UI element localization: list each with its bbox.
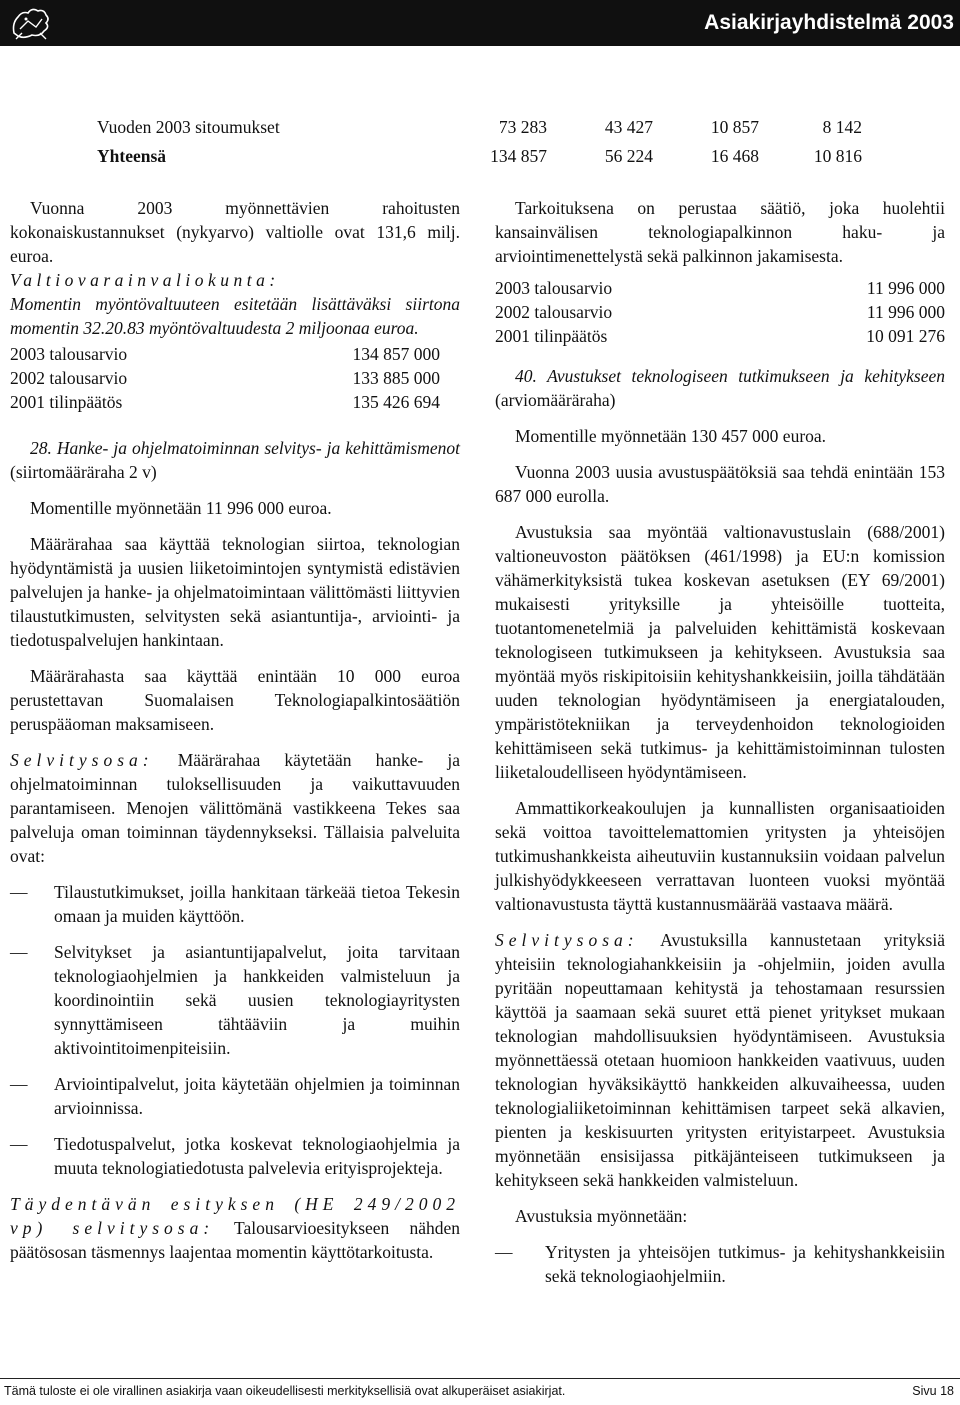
list-item: — Tiedotuspalvelut, jotka koskevat teknologiaohjelmia ja muuta teknologiatiedotusta palvelevia erityisprojekteja. [10,1134,460,1178]
budget-table [495,276,945,348]
paragraph: Vuonna 2003 uusia avustuspäätöksiä saa tehdä enintään 153 687 000 eurolla. [495,462,945,506]
table-cell: 73 283 [498,117,547,137]
paragraph: Tarkoituksena on perustaa säätiö, joka huolehtii kansainvälisen teknologiapalkinnon haku- ja arviointimenettelystä sekä palkinnon jakamisesta. [495,198,945,266]
lion-coat-of-arms-icon [6,3,56,43]
footer-divider [0,1378,960,1379]
list-item: — Yritysten ja yhteisöjen tutkimus- ja kehityshankkeisiin sekä teknologiaohjelmiin. [495,1242,945,1286]
section-heading: 28. Hanke- ja ohjelmatoiminnan selvitys- ja kehittämismenot (siirtomääräraha 2 v) [10,438,460,482]
paragraph: Momentille myönnetään 130 457 000 euroa. [515,426,827,446]
right-column [495,196,945,1300]
table-cell: 10 816 [813,146,862,166]
paragraph: Määrärahasta saa käyttää enintään 10 000 euroa perustettavan Suomalaisen Teknologiapalkintosäätiön peruspääoman maksamiseen. [10,666,460,734]
paragraph: Vuonna 2003 myönnettävien rahoitusten kokonaiskustannukset (nykyarvo) valtiolle ovat 131,6 milj. euroa. [10,198,460,266]
table-cell: 43 427 [604,117,653,137]
budget-row: 2001 tilinpäätös 10 091 276 [495,326,945,346]
table-cell: 10 857 [710,117,759,137]
table-cell: 8 142 [822,117,862,137]
paragraph: Valtiovarainvaliokunta: Momentin myöntövaltuuteen esitetään lisättäväksi siirtona momentin 32.20.83 myöntövaltuudesta 2 miljoonaa euroa. [10,270,460,338]
row-label: Yhteensä [97,146,167,166]
section-heading: 40. Avustukset teknologiseen tutkimukseen ja kehitykseen (arviomääräraha) [495,366,945,410]
table-row [97,144,867,168]
paragraph: Selvitysosa: Määrärahaa käytetään hanke- ja ohjelmatoiminnan tuloksellisuuden ja vaikuttavuuden parantamiseen. Menojen välittömänä vastikkeena Tekes saa palveluja oman toiminnan täydennykseksi. Tällaisia palveluita ovat: [10,750,460,866]
list-item: — Arviointipalvelut, joita käytetään ohjelmien ja toiminnan arvioinnissa. [10,1074,460,1118]
page-header [0,0,960,46]
budget-row: 2001 tilinpäätös 135 426 694 [10,392,440,412]
paragraph: Selvitysosa: Avustuksilla kannustetaan yrityksiä yhteisiin teknologiahankkeisiin ja -ohjelmiin, joiden avulla pyritään nopeuttamaan kehitystä ja tehostamaan resurssien käyttöä ja saamaan sekä suuret että pienet yritykset mukaan teknologian mahdollisuuksien hyödyntämiseen. Avustuksia myönnettäessä otetaan huomioon hankkeiden vaativuus, uuden teknologian hyväksikäyttö hankkeiden alkuvaiheessa, uuden teknologialiiketoiminnan kehittämisen tarpeet sekä alkavien, pienten ja keskisuurten yritysten erityistarpeet. Avustuksia myönnetään ensisijassa pitkäjänteiseen tutkimukseen ja kehitykseen sekä hankkeiden valmisteluun. [495,930,945,1190]
left-column [10,196,460,1276]
budget-row: 2003 talousarvio 11 996 000 [495,278,945,298]
budget-row: 2003 talousarvio 134 857 000 [10,344,440,364]
page-number: Sivu 18 [912,1384,954,1398]
budget-row: 2002 talousarvio 11 996 000 [495,302,945,322]
paragraph: Ammattikorkeakoulujen ja kunnallisten organisaatioiden sekä voittoa tavoittelemattomien yritysten ja yhteisöjen tutkimushankkeista aiheutuviin kustannuksiin voidaan palvelun julkishyödykkeeseen verrattavan luonteen vuoksi myöntää valtionavustusta täyttä kustannusmäärää vastaava määrä. [495,798,945,914]
document-title: Asiakirjayhdistelmä 2003 [704,11,954,34]
row-label: Vuoden 2003 sitoumukset [97,117,280,137]
table-row [97,115,867,139]
table-cell: 134 857 [490,146,547,166]
paragraph: Täydentävän esityksen (HE 249/2002 vp) selvitysosa: Talousarvioesitykseen nähden päätösosan täsmennys laajentaa momentin käyttötarkoitusta. [10,1194,460,1262]
table-cell: 56 224 [604,146,653,166]
budget-table [10,342,460,414]
budget-row: 2002 talousarvio 133 885 000 [10,368,440,388]
list-item: — Selvitykset ja asiantuntijapalvelut, joita tarvitaan teknologiaohjelmien ja hankkeiden valmisteluun ja koordinointiin sekä uusien teknologiayritysten synnyttämiseen tähtääviin ja muihin aktivointitoimenpiteisiin. [10,942,460,1058]
table-cell: 16 468 [710,146,759,166]
paragraph: Momentille myönnetään 11 996 000 euroa. [30,498,332,518]
paragraph: Avustuksia saa myöntää valtionavustuslain (688/2001) valtioneuvoston päätöksen (461/1998) ja EU:n komission vähämerkityksistä tukea koskevan asetuksen (EY 69/2001) mukaisesti yrityksille ja yhteisöille tuotteita, tuotantomenetelmiä ja palveluiden kehittämistä koskevaan teknologiseen tutkimukseen ja kehitykseen. Avustuksia saa myöntää myös riskipitoisiin kehityshankkeisiin, joilla tähdätään uuden teknologian hyödyntämiseen ja energiatalouden, ympäristötekniikan ja terveydenhoidon teknologioiden kehittämiseen sekä tutkimus- ja kehittämistoiminnan tulosten liiketaloudelliseen hyödyntämiseen. [495,522,945,782]
paragraph: Määrärahaa saa käyttää teknologian siirtoa, teknologian hyödyntämistä ja uusien liiketoimintojen syntymistä edistävien palvelujen ja hanke- ja ohjelmatoimintaan välittömästi liittyvien tilaustutkimusten, selvitysten sekä asiantuntija-, arviointi- ja tiedotuspalvelujen hankintaan. [10,534,460,650]
footer-disclaimer: Tämä tuloste ei ole virallinen asiakirja vaan oikeudellisesti merkityksellisiä ovat alkuperäiset asiakirjat. [4,1384,566,1398]
list-item: — Tilaustutkimukset, joilla hankitaan tärkeää tietoa Tekesin omaan ja muiden käyttöön. [10,882,460,926]
paragraph: Avustuksia myönnetään: [515,1206,688,1226]
